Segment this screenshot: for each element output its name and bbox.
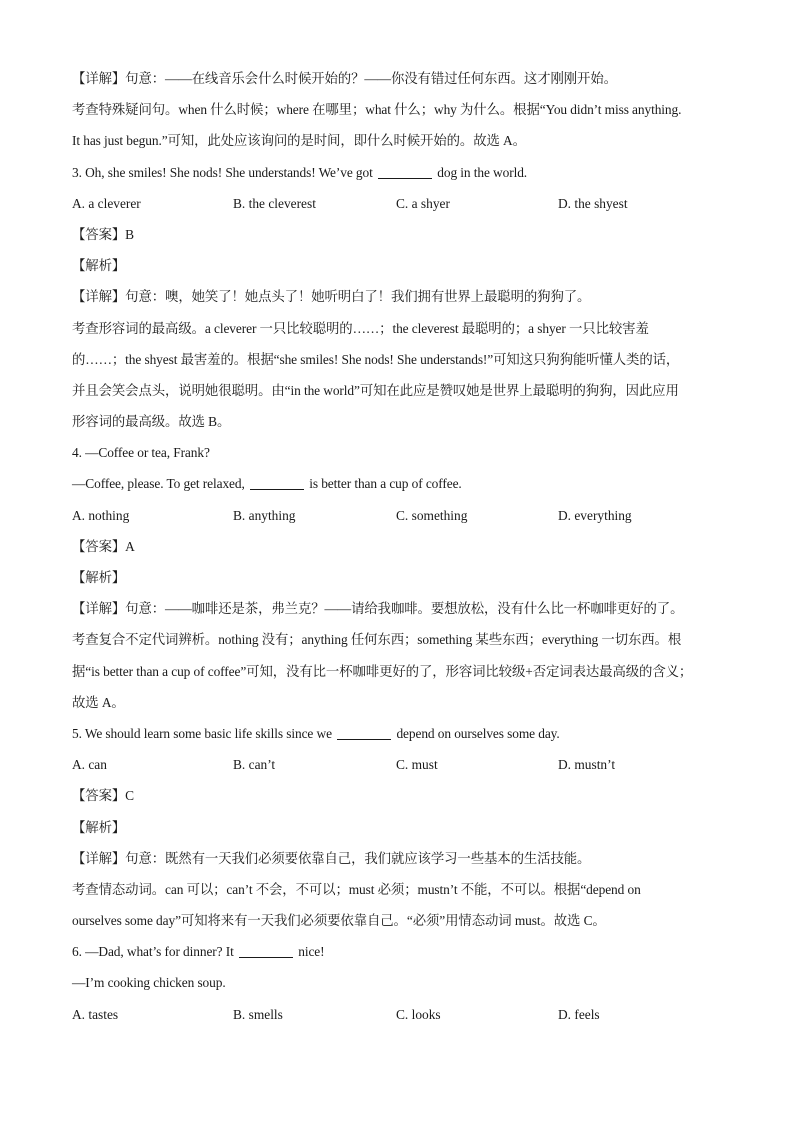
- answer-blank: [239, 945, 293, 958]
- option-a: A. a cleverer: [72, 195, 141, 211]
- explanation-detail-q2: 【详解】句意：——在线音乐会什么时候开始的？——你没有错过任何东西。这才刚刚开始。: [72, 71, 617, 86]
- question-5: [72, 718, 724, 749]
- document-page: [72, 63, 724, 1030]
- option-b: B. anything: [233, 507, 296, 523]
- answer-label-q5: 【答案】C: [72, 788, 134, 804]
- option-b: B. can’t: [233, 757, 276, 773]
- option-d: D. mustn’t: [558, 757, 616, 773]
- explanation-text: 考查形容词的最高级。a cleverer 一只比较聪明的……；the cleverest 最聪明的；a shyer 一只比较害羞: [72, 320, 649, 336]
- explanation-text: 考查复合不定代词辨析。nothing 没有；anything 任何东西；something 某些东西；everything 一切东西。根: [72, 632, 682, 648]
- question-text: depend on ourselves some day.: [393, 725, 560, 741]
- explanation-text: ourselves some day”可知将来有一天我们必须要依靠自己。“必须”用情态动词 must。故选 C。: [72, 913, 606, 929]
- question-text: is better than a cup of coffee.: [305, 476, 462, 492]
- option-c: C. must: [396, 757, 438, 773]
- explanation-text: 考查情态动词。can 可以；can’t 不会，不可以；must 必须；mustn’t 不能，不可以。根据“depend on: [72, 881, 641, 897]
- options-q5: [72, 749, 724, 780]
- explanation-detail-q5: 【详解】句意：既然有一天我们必须要依靠自己，我们就应该学习一些基本的生活技能。: [72, 850, 591, 866]
- explanation-conclusion-q2: It has just begun.”可知，此处应该询问的是时间，即什么时候开始的。故选 A。: [72, 133, 526, 149]
- answer-blank: [250, 477, 304, 490]
- explanation-detail-q4: 【详解】句意：——咖啡还是茶，弗兰克？——请给我咖啡。要想放松，没有什么比一杯咖啡更好的了。: [72, 601, 684, 617]
- option-d: D. feels: [558, 1006, 600, 1022]
- question-4-line-1: 4. —Coffee or tea, Frank?: [72, 445, 210, 461]
- question-text: nice!: [294, 944, 325, 960]
- explanation-detail-q3: 【详解】句意：噢，她笑了！她点头了！她听明白了！我们拥有世界上最聪明的狗狗了。: [72, 289, 591, 305]
- analysis-label-q4: 【解析】: [72, 570, 126, 585]
- answer-blank: [337, 727, 391, 740]
- analysis-label-q5: 【解析】: [72, 819, 126, 835]
- answer-label-q4: 【答案】A: [72, 538, 135, 554]
- question-text: 5. We should learn some basic life skills since we: [72, 725, 336, 741]
- explanation-text: 形容词的最高级。故选 B。: [72, 414, 231, 430]
- question-6-line-2: —I’m cooking chicken soup.: [72, 975, 226, 991]
- options-q3: [72, 188, 724, 219]
- answer-blank: [378, 166, 432, 179]
- option-b: B. the cleverest: [233, 195, 316, 211]
- option-a: A. tastes: [72, 1006, 119, 1022]
- question-text: dog in the world.: [434, 164, 528, 180]
- option-b: B. smells: [233, 1006, 283, 1022]
- explanation-text: 据“is better than a cup of coffee”可知，没有比一杯咖啡更好的了，形容词比较级+否定词表达最高级的含义；: [72, 663, 693, 679]
- question-4-line-2: [72, 468, 724, 499]
- explanation-text: 并且会笑会点头，说明她很聪明。由“in the world”可知在此应是赞叹她是世界上最聪明的狗狗，因此应用: [72, 382, 679, 398]
- option-c: C. a shyer: [396, 195, 450, 211]
- option-a: A. nothing: [72, 507, 130, 523]
- answer-label-q3: 【答案】B: [72, 226, 134, 242]
- question-3: [72, 157, 724, 188]
- options-q6: [72, 999, 724, 1030]
- question-6-line-1: [72, 936, 724, 967]
- option-c: C. looks: [396, 1006, 441, 1022]
- options-q4: [72, 500, 724, 531]
- option-c: C. something: [396, 507, 468, 523]
- analysis-label-q3: 【解析】: [72, 258, 126, 274]
- question-text: 6. —Dad, what’s for dinner? It: [72, 944, 237, 960]
- option-d: D. everything: [558, 507, 632, 523]
- explanation-analysis-q2: 考查特殊疑问句。when 什么时候；where 在哪里；what 什么；why 为什么。根据“You didn’t miss anything.: [72, 102, 682, 118]
- option-d: D. the shyest: [558, 195, 628, 211]
- option-a: A. can: [72, 757, 107, 773]
- question-text: —Coffee, please. To get relaxed,: [72, 476, 248, 492]
- explanation-text: 故选 A。: [72, 694, 125, 710]
- question-text: 3. Oh, she smiles! She nods! She understands! We’ve got: [72, 164, 376, 180]
- explanation-text: 的……；the shyest 最害羞的。根据“she smiles! She nods! She understands!”可知这只狗狗能听懂人类的话，: [72, 351, 680, 367]
